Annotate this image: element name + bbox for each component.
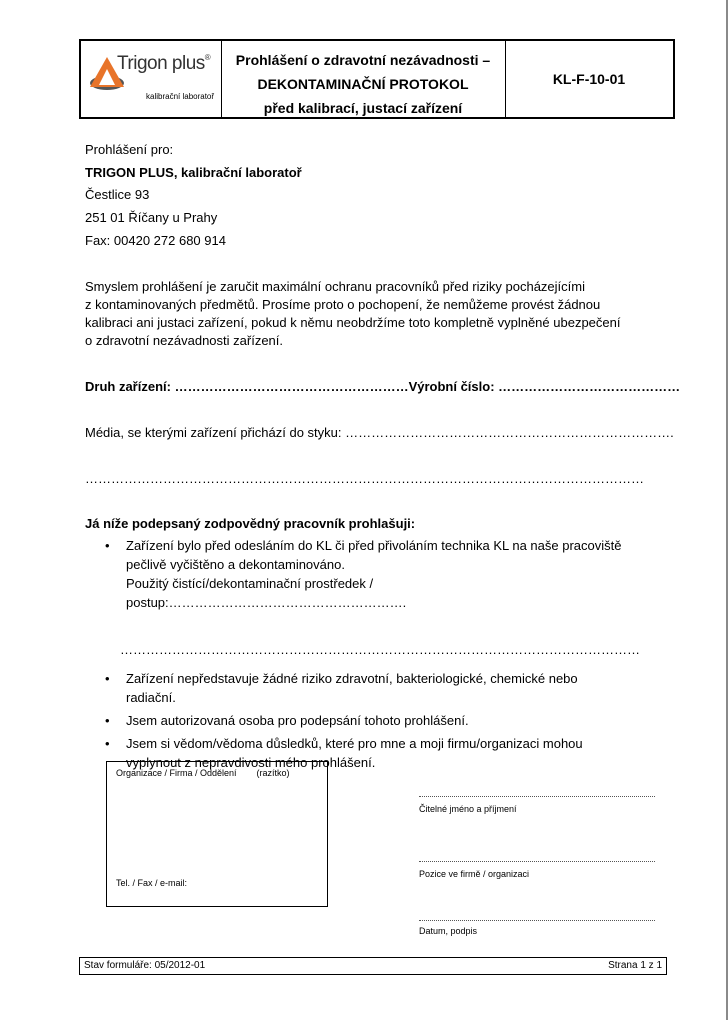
stamp-box[interactable] <box>106 761 328 907</box>
logo-cell <box>81 41 222 117</box>
footer <box>79 957 667 975</box>
media-field[interactable]: Média, se kterými zařízení přichází do styku: …………………………………………………………………. <box>85 425 674 440</box>
declaration-list <box>85 536 645 772</box>
purpose-line-4: o zdravotní nezávadnosti zařízení. <box>85 333 284 348</box>
recipient-intro: Prohlášení pro: <box>85 142 174 157</box>
position-signature-line[interactable] <box>419 861 655 862</box>
form-state: Stav formuláře: 05/2012-01 <box>84 960 206 971</box>
name-label: Čitelné jméno a příjmení <box>419 804 517 814</box>
title-line-3: před kalibrací, justací zařízení <box>263 100 463 116</box>
logo-subtitle: kalibrační laboratoř <box>146 92 215 101</box>
cleaning-agent-field[interactable]: Použitý čistící/dekontaminační prostředek / postup:………………………………………………. <box>126 576 407 610</box>
purpose-line-2: z kontaminovaných předmětů. Prosíme proto o pochopení, že nemůžeme provést žádnou <box>85 297 601 312</box>
media-field-continued[interactable]: ………………………………………………………………………………………………………………… <box>85 471 644 486</box>
date-label: Datum, podpis <box>419 926 478 936</box>
page-number: Strana 1 z 1 <box>608 960 662 971</box>
recipient-fax: Fax: 00420 272 680 914 <box>85 233 226 248</box>
declaration-item-consequences: • Jsem si vědom/vědoma důsledků, které pro mne a moji firmu/organizaci mohou vyplynout z nepravdivosti mého prohlášení. <box>105 736 583 770</box>
form-code: KL-F-10-01 <box>552 71 626 87</box>
device-type-field[interactable]: Druh zařízení: ………………………………………………Výrobní číslo: …………………………………… <box>85 379 681 394</box>
recipient-street: Čestlice 93 <box>85 187 150 202</box>
logo-wordmark: Trigon plus® <box>117 53 211 74</box>
header-table <box>79 39 675 119</box>
bullet: • <box>105 671 110 686</box>
bullet: • <box>105 713 110 728</box>
recipient-city: 251 01 Říčany u Prahy <box>85 210 218 225</box>
bullet: • <box>105 736 110 751</box>
stamp-contact-label: Tel. / Fax / e-mail: <box>116 878 188 888</box>
date-signature-line[interactable] <box>419 920 655 921</box>
purpose-line-3: kalibraci ani justaci zařízení, pokud k němu neobdržíme toto kompletně vyplněné ubezpečení <box>85 315 621 330</box>
title-line-1: Prohlášení o zdravotní nezávadnosti – <box>235 52 491 68</box>
recipient-company: TRIGON PLUS, kalibrační laboratoř <box>85 165 302 180</box>
name-signature-line[interactable] <box>419 796 655 797</box>
declaration-item-cleaned: • Zařízení bylo před odesláním do KL či před přivoláním technika KL na naše pracoviště pečlivě vyčištěno a dekontaminováno. Použitý čistící/dekontaminační prostředek / postup:………………………………………………. <box>85 536 645 612</box>
document-title <box>221 41 506 117</box>
title-line-2: DEKONTAMINAČNÍ PROTOKOL <box>257 76 469 92</box>
stamp-org-label: Organizace / Firma / Oddělení (razítko) <box>116 768 290 778</box>
declaration-item-no-risk: • Zařízení nepředstavuje žádné riziko zdravotní, bakteriologické, chemické nebo radiační. <box>105 671 578 705</box>
declaration-item-authorized: • Jsem autorizovaná osoba pro podepsání tohoto prohlášení. <box>105 713 469 728</box>
purpose-line-1: Smyslem prohlášení je zaručit maximální ochranu pracovníků před riziky pocházejícími <box>85 279 585 294</box>
position-label: Pozice ve firmě / organizaci <box>419 869 530 879</box>
bullet: • <box>105 538 110 553</box>
declaration-heading: Já níže podepsaný zodpovědný pracovník prohlašuji: <box>85 516 416 531</box>
cleaning-agent-field-continued[interactable]: ………………………………………………………………………………………………………… <box>120 642 640 657</box>
